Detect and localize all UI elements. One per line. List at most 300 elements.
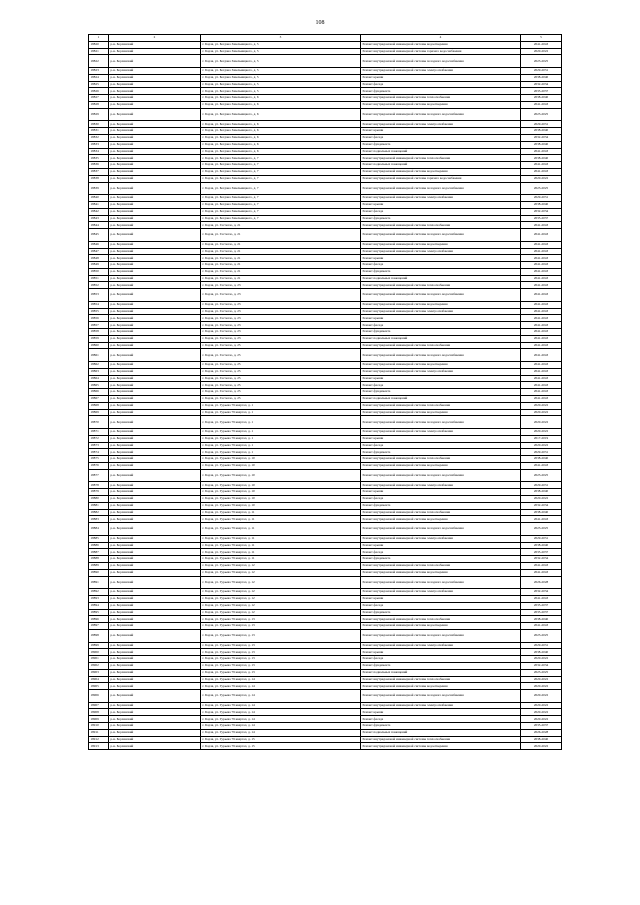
work-type-cell: Ремонт крыши [361,128,521,135]
table-row [89,729,562,736]
work-type-cell: Ремонт внутридомовой инженерной системы холодного водоснабжения [361,469,521,482]
table-row [89,602,562,609]
row-number-cell: 18842 [89,208,109,215]
row-number-cell: 18898 [89,629,109,642]
period-cell: 2038-2040 [521,74,562,81]
period-cell: 2038-2040 [521,155,562,162]
period-cell: 2020-2022 [521,175,562,182]
row-number-cell: 18906 [89,690,109,703]
row-number-cell: 18849 [89,262,109,269]
municipality-cell: р-н. Борзинский [109,74,201,81]
municipality-cell: р-н. Борзинский [109,148,201,155]
table-row [89,629,562,642]
address-cell: г. Борзя, ул. Богдана Хмельницкого, д. 5 [201,88,361,95]
row-number-cell: 18832 [89,134,109,141]
address-cell: г. Борзя, ул. Богдана Хмельницкого, д. 5 [201,81,361,88]
table-row [89,469,562,482]
table-row [89,175,562,182]
work-type-cell: Ремонт фасада [361,262,521,269]
row-number-cell: 18888 [89,556,109,563]
column-header: 1 [89,35,109,42]
table-row [89,74,562,81]
period-cell: 2020-2022 [521,676,562,683]
work-type-cell: Ремонт внутридомовой инженерной системы холодного водоснабжения [361,349,521,362]
row-number-cell: 18838 [89,175,109,182]
row-number-cell: 18862 [89,362,109,369]
municipality-cell: р-н. Борзинский [109,516,201,523]
work-type-cell: Ремонт фундамента [361,502,521,509]
address-cell: г. Борзя, ул. Богдана Хмельницкого, д. 7 [201,208,361,215]
row-number-cell: 18836 [89,162,109,169]
municipality-cell: р-н. Борзинский [109,67,201,74]
row-number-cell: 18891 [89,576,109,589]
work-type-cell: Ремонт внутридомовой инженерной системы водоотведения [361,463,521,470]
table-row [89,716,562,723]
municipality-cell: р-н. Борзинский [109,482,201,489]
period-cell: 2020-2022 [521,402,562,409]
municipality-cell: р-н. Борзинский [109,449,201,456]
municipality-cell: р-н. Борзинский [109,429,201,436]
municipality-cell: р-н. Борзинский [109,81,201,88]
address-cell: г. Борзя, ул. Гурьева 79 квартал, д. 12 [201,576,361,589]
row-number-cell: 18883 [89,516,109,523]
address-cell: г. Борзя, ул. Гастелло, д. 25 [201,389,361,396]
period-cell: 2023-2025 [521,108,562,121]
work-type-cell: Ремонт внутридомовой инженерной системы электроснабжения [361,67,521,74]
municipality-cell: р-н. Борзинский [109,41,201,48]
table-row [89,509,562,516]
table-row [89,289,562,302]
period-cell: 2023-2025 [521,669,562,676]
period-cell: 2032-2034 [521,134,562,141]
row-number-cell: 18893 [89,595,109,602]
table-row [89,623,562,630]
table-row [89,141,562,148]
row-number-cell: 18899 [89,642,109,649]
address-cell: г. Борзя, ул. Гурьева 79 квартал, д. 10 [201,495,361,502]
table-row [89,569,562,576]
row-number-cell: 18907 [89,702,109,709]
municipality-cell: р-н. Борзинский [109,322,201,329]
address-cell: г. Борзя, ул. Гурьева 79 квартал, д. 11 [201,542,361,549]
work-type-cell: Ремонт фасада [361,442,521,449]
address-cell: г. Борзя, ул. Гурьева 79 квартал, д. 11 [201,523,361,536]
work-type-cell: Ремонт внутридомовой инженерной системы водоотведения [361,301,521,308]
period-cell: 2041-2043 [521,262,562,269]
address-cell: г. Борзя, ул. Гурьева 79 квартал, д. 14 [201,709,361,716]
period-cell: 2038-2040 [521,141,562,148]
municipality-cell: р-н. Борзинский [109,709,201,716]
municipality-cell: р-н. Борзинский [109,315,201,322]
work-type-cell: Ремонт внутридомовой инженерной системы теплоснабжения [361,616,521,623]
address-cell: г. Борзя, ул. Гурьева 79 квартал, д. 15 [201,743,361,750]
period-cell: 2041-2043 [521,248,562,255]
work-type-cell: Ремонт внутридомовой инженерной системы электроснабжения [361,429,521,436]
work-type-cell: Ремонт внутридомовой инженерной системы электроснабжения [361,195,521,202]
address-cell: г. Борзя, ул. Богдана Хмельницкого, д. 6 [201,148,361,155]
work-type-cell: Ремонт подвальных помещений [361,396,521,403]
address-cell: г. Борзя, ул. Гурьева 79 квартал, д. 1 [201,442,361,449]
municipality-cell: р-н. Борзинский [109,128,201,135]
municipality-cell: р-н. Борзинский [109,362,201,369]
municipality-cell: р-н. Борзинский [109,729,201,736]
table-row [89,702,562,709]
period-cell: 2041-2043 [521,516,562,523]
work-type-cell: Ремонт крыши [361,201,521,208]
period-cell: 2041-2043 [521,389,562,396]
work-type-cell: Ремонт внутридомовой инженерной системы теплоснабжения [361,509,521,516]
period-cell: 2032-2034 [521,589,562,596]
work-type-cell: Ремонт внутридомовой инженерной системы теплоснабжения [361,562,521,569]
column-header: 5 [521,35,562,42]
work-type-cell: Ремонт внутридомовой инженерной системы холодного водоснабжения [361,523,521,536]
address-cell: г. Борзя, ул. Гурьева 79 квартал, д. 14 [201,729,361,736]
row-number-cell: 18821 [89,48,109,55]
work-type-cell: Ремонт внутридомовой инженерной системы теплоснабжения [361,222,521,229]
municipality-cell: р-н. Борзинский [109,523,201,536]
period-cell: 2020-2022 [521,709,562,716]
municipality-cell: р-н. Борзинский [109,255,201,262]
row-number-cell: 18909 [89,716,109,723]
period-cell: 2041-2043 [521,268,562,275]
period-cell: 2041-2043 [521,329,562,336]
period-cell: 2020-2022 [521,442,562,449]
municipality-cell: р-н. Борзинский [109,542,201,549]
municipality-cell: р-н. Борзинский [109,669,201,676]
page-number: 108 [315,20,325,26]
work-type-cell: Ремонт внутридомовой инженерной системы холодного водоснабжения [361,629,521,642]
table-row [89,429,562,436]
row-number-cell: 18848 [89,255,109,262]
period-cell: 2041-2043 [521,148,562,155]
work-type-cell: Ремонт фасада [361,322,521,329]
work-type-cell: Ремонт внутридомовой инженерной системы горячего водоснабжения [361,48,521,55]
work-type-cell: Ремонт внутридомовой инженерной системы водоотведения [361,683,521,690]
work-type-cell: Ремонт фундамента [361,141,521,148]
table-row [89,108,562,121]
address-cell: г. Борзя, ул. Богдана Хмельницкого, д. 7 [201,195,361,202]
work-type-cell: Ремонт крыши [361,649,521,656]
work-type-cell: Ремонт крыши [361,435,521,442]
table-row [89,248,562,255]
work-type-cell: Ремонт внутридомовой инженерной системы электроснабжения [361,589,521,596]
table-row [89,576,562,589]
table-row [89,456,562,463]
row-number-cell: 18860 [89,342,109,349]
table-row [89,562,562,569]
municipality-cell: р-н. Борзинский [109,549,201,556]
address-cell: г. Борзя, ул. Гурьева 79 квартал, д. 14 [201,716,361,723]
row-number-cell: 18866 [89,389,109,396]
address-cell: г. Борзя, ул. Гурьева 79 квартал, д. 14 [201,676,361,683]
period-cell: 2038-2040 [521,542,562,549]
table-row [89,683,562,690]
period-cell: 2020-2022 [521,743,562,750]
period-cell: 2038-2040 [521,649,562,656]
address-cell: г. Борзя, ул. Гурьева 79 квартал, д. 12 [201,602,361,609]
work-type-cell: Ремонт внутридомовой инженерной системы холодного водоснабжения [361,690,521,703]
municipality-cell: р-н. Борзинский [109,562,201,569]
row-number-cell: 18822 [89,55,109,68]
work-type-cell: Ремонт фасада [361,716,521,723]
table-row [89,709,562,716]
municipality-cell: р-н. Борзинский [109,456,201,463]
table-row [89,676,562,683]
row-number-cell: 18864 [89,375,109,382]
row-number-cell: 18882 [89,509,109,516]
period-cell: 2041-2043 [521,368,562,375]
period-cell: 2020-2022 [521,702,562,709]
table-row [89,208,562,215]
table-row [89,41,562,48]
row-number-cell: 18880 [89,495,109,502]
work-type-cell: Ремонт фасада [361,495,521,502]
row-number-cell: 18835 [89,155,109,162]
municipality-cell: р-н. Борзинский [109,595,201,602]
municipality-cell: р-н. Борзинский [109,215,201,222]
address-cell: г. Борзя, ул. Богдана Хмельницкого, д. 5 [201,55,361,68]
municipality-cell: р-н. Борзинский [109,656,201,663]
table-row [89,128,562,135]
address-cell: г. Борзя, ул. Богдана Хмельницкого, д. 5 [201,48,361,55]
work-type-cell: Ремонт фундамента [361,449,521,456]
row-number-cell: 18887 [89,549,109,556]
row-number-cell: 18856 [89,315,109,322]
municipality-cell: р-н. Борзинский [109,168,201,175]
work-type-cell: Ремонт фасада [361,81,521,88]
row-number-cell: 18828 [89,101,109,108]
municipality-cell: р-н. Борзинский [109,435,201,442]
address-cell: г. Борзя, ул. Гастелло, д. 25 [201,362,361,369]
period-cell: 2041-2043 [521,315,562,322]
row-number-cell: 18872 [89,435,109,442]
work-type-cell: Ремонт внутридомовой инженерной системы теплоснабжения [361,676,521,683]
work-type-cell: Ремонт внутридомовой инженерной системы водоотведения [361,241,521,248]
municipality-cell: р-н. Борзинский [109,368,201,375]
period-cell: 2035-2037 [521,215,562,222]
work-type-cell: Ремонт крыши [361,595,521,602]
period-cell: 2017-2019 [521,435,562,442]
municipality-cell: р-н. Борзинский [109,535,201,542]
work-type-cell: Ремонт фасада [361,656,521,663]
municipality-cell: р-н. Борзинский [109,268,201,275]
municipality-cell: р-н. Борзинский [109,556,201,563]
address-cell: г. Борзя, ул. Богдана Хмельницкого, д. 6 [201,121,361,128]
row-number-cell: 18845 [89,229,109,242]
address-cell: г. Борзя, ул. Гастелло, д. 23 [201,322,361,329]
work-type-cell: Ремонт крыши [361,375,521,382]
address-cell: г. Борзя, ул. Гастелло, д. 23 [201,301,361,308]
row-number-cell: 18868 [89,402,109,409]
table-row [89,275,562,282]
period-cell: 2041-2043 [521,282,562,289]
row-number-cell: 18892 [89,589,109,596]
municipality-cell: р-н. Борзинский [109,616,201,623]
table-row [89,382,562,389]
period-cell: 2029-2031 [521,67,562,74]
period-cell: 2038-2040 [521,95,562,102]
address-cell: г. Борзя, ул. Гастелло, д. 23 [201,282,361,289]
row-number-cell: 18913 [89,743,109,750]
municipality-cell: р-н. Борзинский [109,222,201,229]
work-type-cell: Ремонт фасада [361,208,521,215]
address-cell: г. Борзя, ул. Богдана Хмельницкого, д. 6 [201,128,361,135]
row-number-cell: 18901 [89,656,109,663]
work-type-cell: Ремонт внутридомовой инженерной системы теплоснабжения [361,402,521,409]
period-cell: 2035-2037 [521,609,562,616]
period-cell: 2029-2031 [521,535,562,542]
row-number-cell: 18839 [89,182,109,195]
work-type-cell: Ремонт внутридомовой инженерной системы электроснабжения [361,368,521,375]
row-number-cell: 18829 [89,108,109,121]
municipality-cell: р-н. Борзинский [109,95,201,102]
table-row [89,229,562,242]
work-type-cell: Ремонт фундамента [361,556,521,563]
row-number-cell: 18867 [89,396,109,403]
work-type-cell: Ремонт фундамента [361,662,521,669]
period-cell: 2020-2022 [521,409,562,416]
address-cell: г. Борзя, ул. Богдана Хмельницкого, д. 6 [201,141,361,148]
municipality-cell: р-н. Борзинский [109,736,201,743]
period-cell: 2038-2040 [521,736,562,743]
row-number-cell: 18911 [89,729,109,736]
row-number-cell: 18871 [89,429,109,436]
work-type-cell: Ремонт внутридомовой инженерной системы холодного водоснабжения [361,229,521,242]
work-type-cell: Ремонт внутридомовой инженерной системы электроснабжения [361,482,521,489]
table-row [89,409,562,416]
period-cell: 2020-2022 [521,716,562,723]
address-cell: г. Борзя, ул. Богдана Хмельницкого, д. 6 [201,134,361,141]
period-cell: 2023-2025 [521,55,562,68]
table-row [89,616,562,623]
address-cell: г. Борзя, ул. Гастелло, д. 23 [201,308,361,315]
row-number-cell: 18877 [89,469,109,482]
municipality-cell: р-н. Борзинский [109,495,201,502]
period-cell: 2041-2043 [521,101,562,108]
table-row [89,155,562,162]
address-cell: г. Борзя, ул. Гастелло, д. 23 [201,335,361,342]
period-cell: 2041-2043 [521,375,562,382]
municipality-cell: р-н. Борзинский [109,375,201,382]
address-cell: г. Борзя, ул. Гурьева 79 квартал, д. 12 [201,595,361,602]
period-cell: 2041-2043 [521,595,562,602]
work-type-cell: Ремонт внутридомовой инженерной системы электроснабжения [361,308,521,315]
address-cell: г. Борзя, ул. Гастелло, д. 25 [201,368,361,375]
row-number-cell: 18823 [89,67,109,74]
address-cell: г. Борзя, ул. Гастелло, д. 23 [201,329,361,336]
period-cell: 2041-2043 [521,289,562,302]
work-type-cell: Ремонт фасада [361,602,521,609]
table-row [89,389,562,396]
table-row [89,222,562,229]
row-number-cell: 18861 [89,349,109,362]
row-number-cell: 18831 [89,128,109,135]
row-number-cell: 18897 [89,623,109,630]
municipality-cell: р-н. Борзинский [109,248,201,255]
period-cell: 2041-2043 [521,322,562,329]
period-cell: 2026-2028 [521,729,562,736]
table-row [89,736,562,743]
table-row [89,241,562,248]
address-cell: г. Борзя, ул. Гурьева 79 квартал, д. 14 [201,702,361,709]
period-cell: 2029-2031 [521,121,562,128]
work-type-cell: Ремонт подвальных помещений [361,669,521,676]
work-type-cell: Ремонт внутридомовой инженерной системы водоотведения [361,362,521,369]
address-cell: г. Борзя, ул. Гастелло, д. 25 [201,396,361,403]
address-cell: г. Борзя, ул. Гурьева 79 квартал, д. 11 [201,535,361,542]
row-number-cell: 18885 [89,535,109,542]
period-cell: 2032-2034 [521,81,562,88]
table-row [89,542,562,549]
table-row [89,595,562,602]
period-cell: 2041-2043 [521,222,562,229]
row-number-cell: 18902 [89,662,109,669]
address-cell: г. Борзя, ул. Гурьева 79 квартал, д. 13 [201,616,361,623]
row-number-cell: 18873 [89,442,109,449]
address-cell: г. Борзя, ул. Гурьева 79 квартал, д. 11 [201,549,361,556]
table-row [89,523,562,536]
municipality-cell: р-н. Борзинский [109,289,201,302]
table-row [89,482,562,489]
work-type-cell: Ремонт подвальных помещений [361,162,521,169]
row-number-cell: 18884 [89,523,109,536]
table-row [89,121,562,128]
period-cell: 2041-2043 [521,162,562,169]
address-cell: г. Борзя, ул. Богдана Хмельницкого, д. 7 [201,215,361,222]
municipality-cell: р-н. Борзинский [109,623,201,630]
municipality-cell: р-н. Борзинский [109,629,201,642]
table-row [89,589,562,596]
row-number-cell: 18904 [89,676,109,683]
address-cell: г. Борзя, ул. Богдана Хмельницкого, д. 7 [201,155,361,162]
work-type-cell: Ремонт фундамента [361,215,521,222]
period-cell: 2023-2025 [521,182,562,195]
period-cell: 2023-2025 [521,629,562,642]
row-number-cell: 18895 [89,609,109,616]
work-type-cell: Ремонт внутридомовой инженерной системы холодного водоснабжения [361,55,521,68]
address-cell: г. Борзя, ул. Богдана Хмельницкого, д. 7 [201,182,361,195]
address-cell: г. Борзя, ул. Богдана Хмельницкого, д. 5 [201,74,361,81]
municipality-cell: р-н. Борзинский [109,201,201,208]
municipality-cell: р-н. Борзинский [109,402,201,409]
period-cell: 2020-2022 [521,690,562,703]
work-type-cell: Ремонт крыши [361,542,521,549]
table-row [89,95,562,102]
row-number-cell: 18853 [89,289,109,302]
work-type-cell: Ремонт фундамента [361,389,521,396]
work-type-cell: Ремонт внутридомовой инженерной системы теплоснабжения [361,282,521,289]
address-cell: г. Борзя, ул. Гурьева 79 квартал, д. 10 [201,469,361,482]
work-type-cell: Ремонт внутридомовой инженерной системы водоотведения [361,743,521,750]
period-cell: 2041-2043 [521,168,562,175]
table-row [89,101,562,108]
municipality-cell: р-н. Борзинский [109,489,201,496]
address-cell: г. Борзя, ул. Гурьева 79 квартал, д. 12 [201,589,361,596]
address-cell: г. Борзя, ул. Гурьева 79 квартал, д. 10 [201,456,361,463]
row-number-cell: 18886 [89,542,109,549]
work-type-cell: Ремонт внутридомовой инженерной системы холодного водоснабжения [361,182,521,195]
table-row [89,134,562,141]
address-cell: г. Борзя, ул. Гурьева 79 квартал, д. 1 [201,409,361,416]
row-number-cell: 18908 [89,709,109,716]
table-row [89,268,562,275]
address-cell: г. Борзя, ул. Гурьева 79 квартал, д. 11 [201,556,361,563]
table-body [89,41,562,749]
address-cell: г. Борзя, ул. Богдана Хмельницкого, д. 6 [201,108,361,121]
address-cell: г. Борзя, ул. Гастелло, д. 23 [201,289,361,302]
row-number-cell: 18863 [89,368,109,375]
table-row [89,81,562,88]
